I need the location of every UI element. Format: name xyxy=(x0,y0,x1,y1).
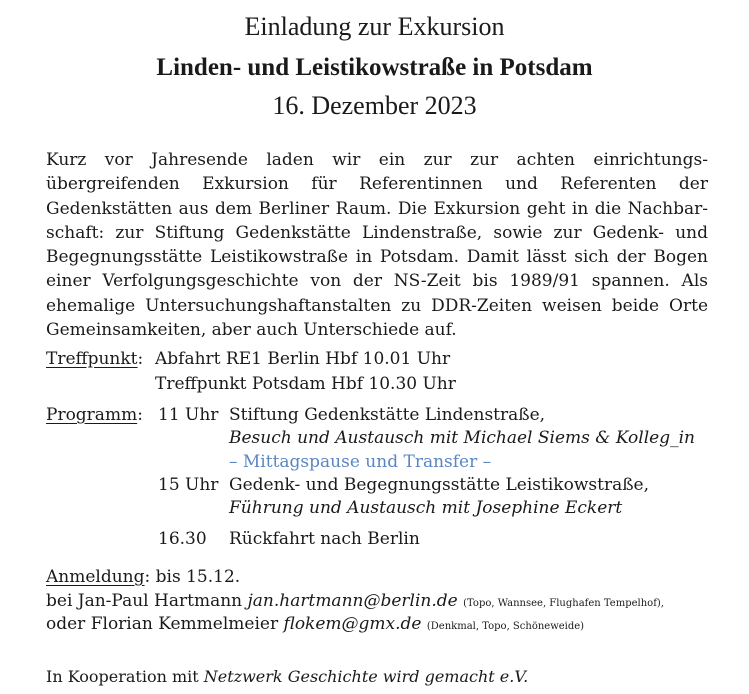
program-detail-1: Besuch und Austausch mit Michael Siems & Kolleg_in xyxy=(229,428,695,448)
intro-paragraph: Kurz vor Jahresende laden wir ein zur zur achten einrichtungs- übergreifenden Exkursion für Referentinnen und Referenten der Gedenkstätten aus dem Berliner Raum. Die Exkursion geht in die Nachbar- schaft: zur Stiftung Gedenkstätte Lindenstraße, sowie zur Gedenk- und Begegnungsstätte Leistikowstraße in Potsdam. Damit lässt sich der Bogen einer Verfolgungsgeschichte von der NS-Zeit bis 1989/91 spannen. Als ehemalige Untersuchungshaftanstalten zu DDR-Zeiten weisen beide Orte Gemeinsamkeiten, aber auch Unterschiede auf. xyxy=(46,150,708,341)
program-place-3: Rückfahrt nach Berlin xyxy=(229,529,420,549)
program-break: – Mittagspause und Transfer – xyxy=(229,452,492,472)
program-detail-2: Führung und Austausch mit Josephine Eckert xyxy=(229,498,623,518)
program-time-1: 11 Uhr xyxy=(158,405,219,425)
program-place-2: Gedenk- und Begegnungsstätte Leistikowstraße, xyxy=(229,475,650,495)
anmeldung-line: Anmeldung: bis 15.12. xyxy=(46,567,241,587)
contact-line-2: oder Florian Kemmelmeier flokem@gmx.de (Denkmal, Topo, Schöneweide) xyxy=(46,614,585,634)
program-time-2: 15 Uhr xyxy=(158,475,219,495)
contact-note-2: (Denkmal, Topo, Schöneweide) xyxy=(426,621,585,632)
contact-line-1: bei Jan-Paul Hartmann jan.hartmann@berlin.de (Topo, Wannsee, Flughafen Tempelhof), xyxy=(46,591,664,611)
partner-org: Netzwerk Geschichte wird gemacht e.V. xyxy=(203,667,529,686)
treffpunkt-line-1: Abfahrt RE1 Berlin Hbf 10.01 Uhr xyxy=(155,349,451,369)
excursion-title: Linden- und Leistikowstraße in Potsdam xyxy=(156,54,593,81)
treffpunkt-label: Treffpunkt: xyxy=(46,349,144,369)
contact-email-1[interactable]: jan.hartmann@berlin.de xyxy=(247,591,458,611)
program-place-1: Stiftung Gedenkstätte Lindenstraße, xyxy=(229,405,546,425)
programm-label: Programm: xyxy=(46,405,143,425)
treffpunkt-line-2: Treffpunkt Potsdam Hbf 10.30 Uhr xyxy=(155,374,456,394)
excursion-date: 16. Dezember 2023 xyxy=(272,91,477,120)
contact-email-2[interactable]: flokem@gmx.de xyxy=(283,614,422,634)
program-time-3: 16.30 xyxy=(158,529,207,549)
contact-note-1: (Topo, Wannsee, Flughafen Tempelhof), xyxy=(463,598,664,609)
invitation-heading: Einladung zur Exkursion xyxy=(244,12,505,41)
cooperation-footer: In Kooperation mit Netzwerk Geschichte wird gemacht e.V. xyxy=(46,667,529,686)
